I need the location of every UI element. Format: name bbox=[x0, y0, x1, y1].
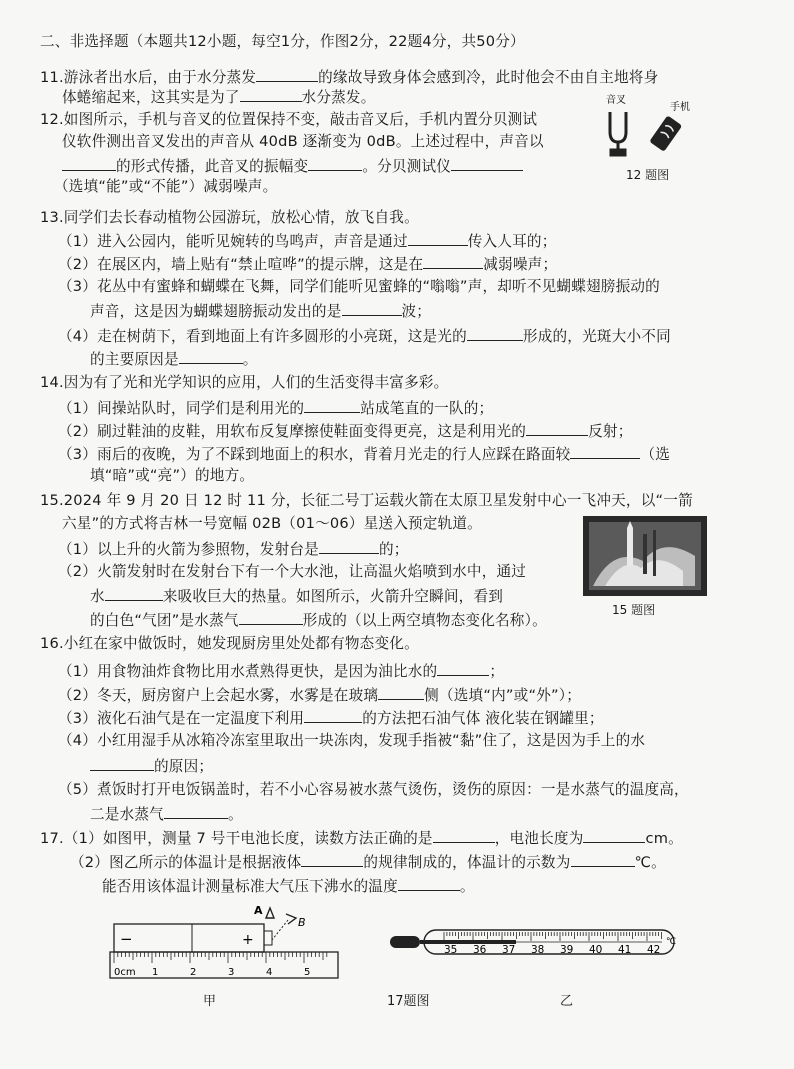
answer-blank[interactable] bbox=[308, 155, 362, 171]
ruler-tick-label: 4 bbox=[266, 967, 273, 978]
q16-part1 bbox=[58, 660, 504, 682]
answer-blank[interactable] bbox=[164, 803, 228, 819]
q15-part1 bbox=[58, 538, 409, 560]
answer-blank[interactable] bbox=[570, 443, 640, 459]
q12-figure bbox=[596, 90, 706, 162]
q11-text: 水分蒸发。 bbox=[301, 89, 376, 106]
answer-blank[interactable] bbox=[451, 155, 523, 171]
eye-b-label: B bbox=[298, 916, 306, 929]
q16-part5-cont bbox=[90, 803, 243, 825]
figure-label-jia: 甲 bbox=[203, 994, 217, 1009]
phone-icon bbox=[649, 115, 682, 152]
q13-text: （1）进入公园内，能听见婉转的鸟鸣声，声音是通过 bbox=[58, 233, 408, 250]
answer-blank[interactable] bbox=[526, 420, 588, 436]
answer-blank[interactable] bbox=[179, 348, 243, 364]
q16-text: 。 bbox=[227, 806, 243, 823]
thermo-unit-label: ℃ bbox=[666, 937, 677, 947]
q16-part2 bbox=[58, 684, 581, 706]
answer-blank[interactable] bbox=[319, 538, 379, 554]
q12-line2: 仪软件测出音叉发出的声音从 40dB 逐渐变为 0dB。上述过程中，声音以 bbox=[62, 133, 544, 150]
ruler-labels bbox=[114, 967, 310, 978]
q17-text: ℃。 bbox=[634, 854, 666, 871]
ruler-tick-label: 5 bbox=[304, 967, 311, 978]
q13-text: 的主要原因是 bbox=[90, 351, 179, 368]
q16-line1: 16.小红在家中做饭时，她发现厨房里处处都有物态变化。 bbox=[40, 635, 419, 652]
q14-text: （2）刷过鞋油的皮鞋，用软布反复摩擦使鞋面变得更亮，这是利用光的 bbox=[58, 423, 527, 440]
q14-text: （选 bbox=[640, 446, 671, 463]
q14-part3 bbox=[58, 443, 670, 465]
q11-line2 bbox=[62, 86, 376, 108]
thermo-tick-label: 38 bbox=[531, 944, 545, 956]
q13-part3-cont bbox=[90, 300, 431, 322]
q14-part1 bbox=[58, 397, 493, 419]
sight-line-b bbox=[272, 920, 288, 940]
q13-line1: 13.同学们去长春动植物公园游玩，放松心情，放飞自我。 bbox=[40, 209, 419, 226]
q12-line4: （选填“能”或“不能”）减弱噪声。 bbox=[54, 178, 278, 195]
q15-part2-cont bbox=[90, 585, 503, 607]
answer-blank[interactable] bbox=[304, 397, 360, 413]
answer-blank[interactable] bbox=[467, 325, 523, 341]
q12-text: 。分贝测试仪 bbox=[362, 158, 452, 175]
q13-part1 bbox=[58, 230, 557, 252]
answer-blank[interactable] bbox=[256, 66, 318, 82]
answer-blank[interactable] bbox=[239, 609, 303, 625]
q15-caption: 15 题图 bbox=[612, 603, 656, 617]
answer-blank[interactable] bbox=[437, 660, 489, 676]
q13-text: 声音，这是因为蝴蝶翅膀振动发出的是 bbox=[90, 303, 342, 320]
q15-line1: 15.2024 年 9 月 20 日 12 时 11 分，长征二号丁运载火箭在太原卫星发射中心一飞冲天，以“一箭 bbox=[40, 492, 693, 509]
q14-text: 站成笔直的一队的； bbox=[360, 400, 494, 417]
ruler-tick-label: 3 bbox=[228, 967, 235, 978]
q14-part2 bbox=[58, 420, 633, 442]
answer-blank[interactable] bbox=[583, 827, 645, 843]
q12-line1: 12.如图所示，手机与音叉的位置保持不变，敲击音叉后，手机内置分贝测试 bbox=[40, 111, 538, 128]
thermo-tick-label: 41 bbox=[618, 944, 632, 956]
answer-blank[interactable] bbox=[240, 86, 302, 102]
q15-text: 的； bbox=[378, 541, 409, 558]
battery-minus: − bbox=[120, 930, 133, 948]
q15-text: 来吸收巨大的热量。如图所示，火箭升空瞬间，看到 bbox=[162, 588, 504, 605]
eye-a-label: A bbox=[254, 904, 263, 917]
ruler-tick-label: 1 bbox=[152, 967, 159, 978]
battery-plus: + bbox=[242, 932, 254, 948]
eye-b-icon bbox=[286, 914, 296, 924]
ruler-battery-figure bbox=[104, 898, 344, 982]
q14-part3-cont: 填“暗”或“亮”）的地方。 bbox=[90, 467, 255, 484]
q16-text: （3）液化石油气是在一定温度下利用 bbox=[58, 710, 305, 727]
q11-line1 bbox=[40, 66, 658, 88]
q17-text: （2）图乙所示的体温计是根据液体 bbox=[70, 854, 302, 871]
q13-text: （4）走在树荫下，看到地面上有许多圆形的小亮斑，这是光的 bbox=[58, 328, 467, 345]
q16-text: （2）冬天，厨房窗户上会起水雾，水雾是在玻璃 bbox=[58, 687, 379, 704]
q14-text: （1）间操站队时，同学们是利用光的 bbox=[58, 400, 305, 417]
answer-blank[interactable] bbox=[378, 684, 424, 700]
q15-text: （1）以上升的火箭为参照物，发射台是 bbox=[58, 541, 319, 558]
q17-part1 bbox=[40, 827, 683, 849]
q14-text: 反射； bbox=[588, 423, 633, 440]
q16-text: 的方法把石油气体 液化装在钢罐里； bbox=[362, 710, 604, 727]
q11-text: 体蜷缩起来，这其实是为了 bbox=[62, 89, 240, 106]
q16-text: 二是水蒸气 bbox=[90, 806, 164, 823]
q17-text: 。 bbox=[459, 878, 475, 895]
q13-text: 。 bbox=[242, 351, 258, 368]
q16-part5: （5）煮饭时打开电饭锅盖时，若不小心容易被水蒸气烫伤，烫伤的原因：一是水蒸气的温度高， bbox=[58, 781, 689, 798]
answer-blank[interactable] bbox=[398, 875, 460, 891]
q13-text: 形成的，光斑大小不同 bbox=[522, 328, 671, 345]
q12-caption: 12 题图 bbox=[626, 168, 670, 182]
tuning-fork-label: 音叉 bbox=[606, 95, 626, 106]
q13-part3: （3）花丛中有蜜蜂和蝴蝶在飞舞，同学们能听见蜜蜂的“嗡嗡”声，却听不见蝴蝶翅膀振动的 bbox=[58, 278, 660, 295]
q17-text: cm。 bbox=[645, 830, 683, 847]
q17-text: 17.（1）如图甲，测量 7 号干电池长度，读数方法正确的是 bbox=[40, 830, 433, 847]
answer-blank[interactable] bbox=[433, 827, 495, 843]
thermo-tick-label: 37 bbox=[502, 944, 516, 956]
q12-line3 bbox=[62, 155, 523, 177]
q11-text: 的缘故导致身体会感到冷，此时他会不由自主地将身 bbox=[318, 69, 659, 86]
answer-blank[interactable] bbox=[304, 707, 362, 723]
q13-part4 bbox=[58, 325, 671, 347]
thermo-tick-label: 39 bbox=[560, 944, 574, 956]
thermometer-bulb bbox=[390, 936, 420, 948]
ruler-tick-label: 0cm bbox=[114, 967, 136, 978]
thermo-tick-label: 42 bbox=[647, 944, 661, 956]
q17-text: 能否用该体温计测量标准大气压下沸水的温度 bbox=[102, 878, 398, 895]
q13-text: 传入人耳的； bbox=[467, 233, 557, 250]
q16-text: （1）用食物油炸食物比用水煮熟得更快，是因为油比水的 bbox=[58, 663, 438, 680]
q14-text: （3）雨后的夜晚，为了不踩到地面上的积水，背着月光走的行人应踩在路面较 bbox=[58, 446, 571, 463]
ruler-tick-label: 2 bbox=[190, 967, 197, 978]
q17-text: 的规律制成的，体温计的示数为 bbox=[363, 854, 571, 871]
q15-line2: 六星”的方式将吉林一号宽幅 02B（01～06）星送入预定轨道。 bbox=[62, 515, 482, 532]
battery-terminal bbox=[264, 931, 272, 945]
thermo-tick-label: 35 bbox=[444, 944, 458, 956]
q11-text: 11.游泳者出水后，由于水分蒸发 bbox=[40, 69, 257, 86]
q16-part4-cont bbox=[90, 755, 213, 777]
q12-text: 的形式传播，此音叉的振幅变 bbox=[116, 158, 309, 175]
q13-text: 减弱噪声； bbox=[483, 256, 558, 273]
tuning-fork-icon bbox=[610, 112, 626, 155]
q16-part3 bbox=[58, 707, 604, 729]
answer-blank[interactable] bbox=[408, 230, 468, 246]
q17-caption: 17题图 bbox=[387, 994, 430, 1009]
q13-text: 波； bbox=[401, 303, 432, 320]
q13-part2 bbox=[58, 253, 557, 275]
q17-text: ，电池长度为 bbox=[494, 830, 584, 847]
ruler-ticks bbox=[114, 952, 327, 963]
q13-text: （2）在展区内，墙上贴有“禁止喧哗”的提示牌，这是在 bbox=[58, 256, 424, 273]
q16-text: ； bbox=[489, 663, 505, 680]
figure-label-yi: 乙 bbox=[560, 994, 574, 1009]
q15-part2: （2）火箭发射时在发射台下有一个大水池，让高温火焰喷到水中，通过 bbox=[58, 563, 527, 580]
q15-text: 的白色“气团”是水蒸气 bbox=[90, 612, 239, 629]
q16-text: 侧（选填“内”或“外”）； bbox=[424, 687, 582, 704]
answer-blank[interactable] bbox=[301, 851, 363, 867]
q14-line1: 14.因为有了光和光学知识的应用，人们的生活变得丰富多彩。 bbox=[40, 374, 449, 391]
q15-part2-cont2 bbox=[90, 609, 547, 631]
phone-label: 手机 bbox=[670, 102, 690, 113]
q16-text: 的原因； bbox=[154, 758, 214, 775]
thermo-tick-label: 40 bbox=[589, 944, 603, 956]
thermo-tick-label: 36 bbox=[473, 944, 487, 956]
q13-part4-cont bbox=[90, 348, 258, 370]
answer-blank[interactable] bbox=[105, 585, 163, 601]
answer-blank[interactable] bbox=[423, 253, 483, 269]
section-header: 二、非选择题（本题共12小题，每空1分，作图2分，22题4分，共50分） bbox=[40, 33, 525, 50]
answer-blank[interactable] bbox=[62, 155, 116, 171]
q15-text: 水 bbox=[90, 588, 105, 605]
answer-blank[interactable] bbox=[571, 851, 635, 867]
answer-blank[interactable] bbox=[342, 300, 402, 316]
q16-part4: （4）小红用湿手从冰箱冷冻室里取出一块冻肉，发现手指被“黏”住了，这是因为手上的水 bbox=[58, 732, 646, 749]
q17-part3 bbox=[102, 875, 475, 897]
clinical-thermometer-figure bbox=[386, 922, 690, 962]
q17-part2 bbox=[70, 851, 666, 873]
thermometer-ticks bbox=[444, 932, 662, 941]
answer-blank[interactable] bbox=[90, 755, 154, 771]
q15-text: 形成的（以上两空填物态变化名称）。 bbox=[302, 612, 547, 629]
eye-a-icon bbox=[266, 908, 274, 918]
rocket-launch-photo bbox=[583, 516, 707, 596]
